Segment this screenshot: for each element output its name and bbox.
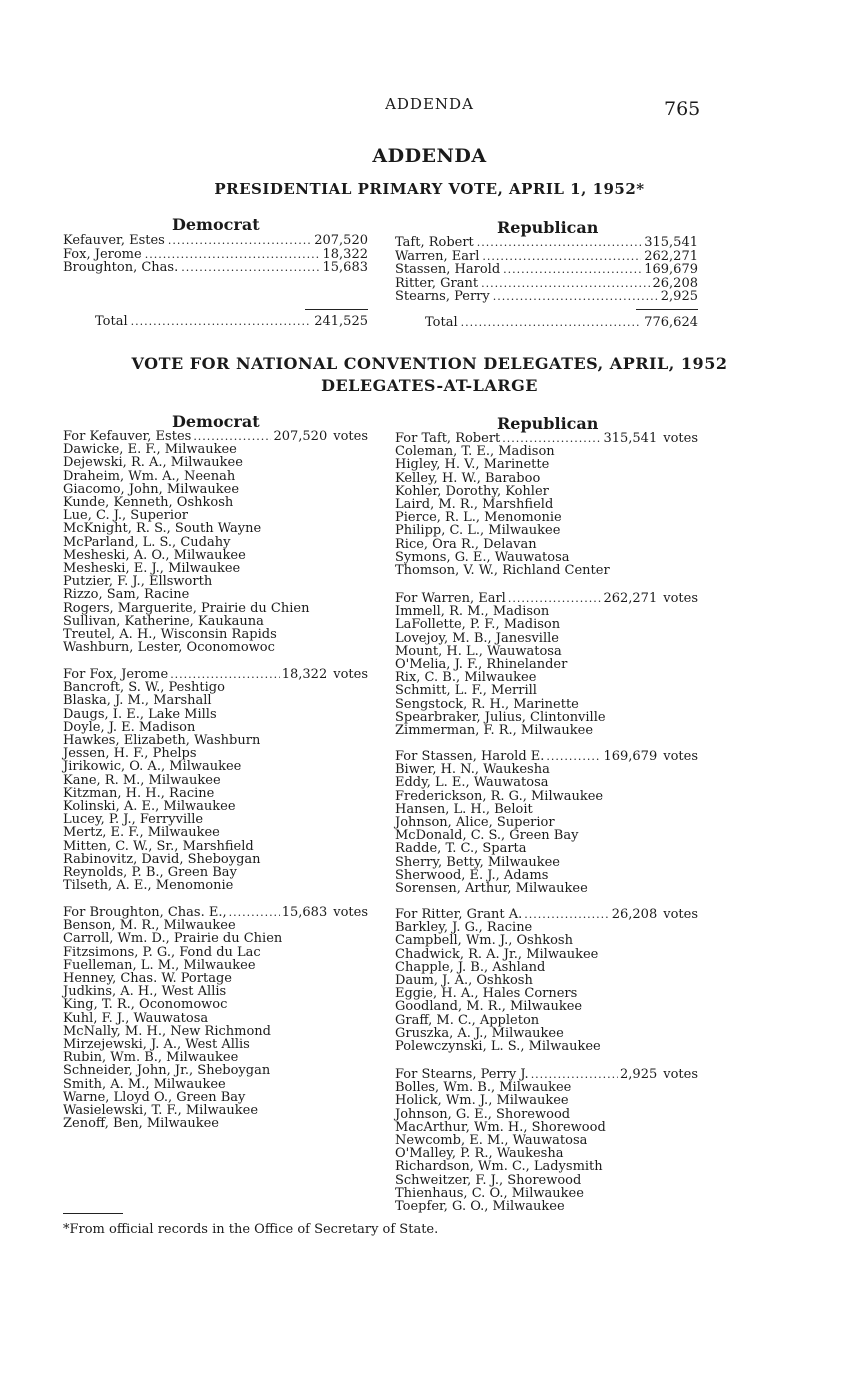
delegate-group bbox=[63, 668, 368, 892]
delegate-name: O'Melia, J. F., Rhinelander bbox=[395, 657, 568, 673]
votes-label: votes bbox=[663, 749, 698, 764]
delegate-name: Campbell, Wm. J., Oshkosh bbox=[395, 933, 573, 949]
vote-count: 169,679 bbox=[644, 262, 698, 277]
list-item bbox=[395, 250, 698, 264]
delegate-name: Toepfer, G. O., Milwaukee bbox=[395, 1199, 565, 1215]
delegate-name: Fuelleman, L. M., Milwaukee bbox=[63, 957, 256, 973]
delegate-name: Schneider, John, Jr., Sheboygan bbox=[63, 1063, 271, 1079]
total-value: 776,624 bbox=[644, 315, 698, 330]
delegate-name: Schweitzer, F. J., Shorewood bbox=[395, 1172, 582, 1188]
vote-count: 15,683 bbox=[281, 905, 328, 920]
page-title: ADDENDA bbox=[372, 145, 487, 167]
total-label: Total bbox=[425, 315, 458, 330]
candidate-name: Stearns, Perry bbox=[395, 289, 490, 304]
delegate-name: Laird, M. R., Marshfield bbox=[395, 497, 554, 513]
leader-dots bbox=[477, 236, 641, 250]
delegate-name: McNally, M. H., New Richmond bbox=[63, 1023, 271, 1039]
delegate-name: Schmitt, L. F., Merrill bbox=[395, 683, 537, 699]
candidate-name: Kefauver, Estes bbox=[63, 233, 165, 248]
votes-label: votes bbox=[663, 1067, 698, 1082]
delegate-name: Gruszka, A. J., Milwaukee bbox=[395, 1025, 564, 1041]
delegate-name: Wasielewski, T. F., Milwaukee bbox=[63, 1103, 259, 1119]
convention-democrat-heading: Democrat bbox=[172, 412, 260, 431]
leader-dots bbox=[493, 290, 658, 304]
running-header: ADDENDA bbox=[385, 95, 474, 113]
delegate-name: Spearbraker, Julius, Clintonville bbox=[395, 709, 606, 725]
list-item bbox=[395, 263, 698, 277]
delegate-name: Kelley, H. W., Baraboo bbox=[395, 470, 541, 486]
delegate-name: Washburn, Lester, Oconomowoc bbox=[63, 640, 275, 656]
delegate-name: Putzier, F. J., Ellsworth bbox=[63, 574, 213, 590]
leader-dots bbox=[524, 908, 610, 921]
delegate-name: Radde, T. C., Sparta bbox=[395, 841, 527, 857]
vote-count: 18,322 bbox=[281, 667, 328, 682]
delegate-group bbox=[395, 750, 698, 895]
candidate-label: For Fox, Jerome bbox=[63, 667, 169, 682]
candidate-name: Stassen, Harold bbox=[395, 262, 501, 277]
delegate-name: Kane, R. M., Milwaukee bbox=[63, 772, 221, 788]
delegate-name: Holick, Wm. J., Milwaukee bbox=[395, 1093, 569, 1109]
leader-dots bbox=[181, 261, 319, 275]
vote-count: 2,925 bbox=[620, 1067, 658, 1082]
votes-label: votes bbox=[663, 591, 698, 606]
candidate-label: For Stearns, Perry J. bbox=[395, 1067, 529, 1082]
list-item bbox=[395, 290, 698, 304]
delegate-name: Pierce, R. L., Menomonie bbox=[395, 510, 562, 526]
delegate-name: Dejewski, R. A., Milwaukee bbox=[63, 455, 243, 471]
candidate-name: Fox, Jerome bbox=[63, 246, 142, 262]
votes-label: votes bbox=[663, 907, 698, 922]
candidate-label: For Stassen, Harold E. bbox=[395, 749, 545, 764]
leader-dots bbox=[482, 250, 641, 264]
votes-label: votes bbox=[333, 667, 368, 682]
delegate-group bbox=[395, 592, 698, 737]
delegate-name: Doyle, J. E. Madison bbox=[63, 719, 196, 735]
leader-dots bbox=[461, 316, 642, 330]
delegate-name: Rice, Ora R., Delavan bbox=[395, 536, 537, 552]
candidate-label: For Kefauver, Estes bbox=[63, 429, 192, 444]
delegate-name: Higley, H. V., Marinette bbox=[395, 457, 550, 473]
primary-republican-heading: Republican bbox=[497, 218, 599, 237]
vote-count: 18,322 bbox=[322, 246, 368, 262]
primary-democrat-heading: Democrat bbox=[172, 215, 260, 234]
list-item bbox=[395, 236, 698, 250]
list-item bbox=[63, 234, 368, 248]
delegate-name: Henney, Chas. W. Portage bbox=[63, 971, 232, 987]
delegate-group bbox=[395, 1068, 698, 1213]
delegate-name: Zenoff, Ben, Milwaukee bbox=[63, 1116, 219, 1132]
convention-section-title: VOTE FOR NATIONAL CONVENTION DELEGATES, APRIL, 1952 bbox=[131, 354, 728, 373]
leader-dots bbox=[168, 234, 311, 248]
delegate-name: McKnight, R. S., South Wayne bbox=[63, 521, 262, 537]
votes-label: votes bbox=[333, 905, 368, 920]
delegate-name: Goodland, M. R., Milwaukee bbox=[395, 999, 583, 1015]
delegate-name: Daugs, I. E., Lake Mills bbox=[63, 706, 217, 722]
delegate-name: Hawkes, Elizabeth, Washburn bbox=[63, 733, 261, 749]
delegate-name: Symons, G. E., Wauwatosa bbox=[395, 549, 570, 565]
delegate-name: Daum, J. A., Oshkosh bbox=[395, 973, 533, 989]
delegate-name: Biwer, H. N., Waukesha bbox=[395, 762, 550, 778]
delegate-name: O'Malley, P. R., Waukesha bbox=[395, 1146, 564, 1162]
delegate-name: Eggie, H. A., Hales Corners bbox=[395, 986, 578, 1002]
delegate-name: Kohler, Dorothy, Kohler bbox=[395, 483, 549, 499]
delegate-name: Thomson, V. W., Richland Center bbox=[395, 563, 610, 579]
delegate-name: Lovejoy, M. B., Janesville bbox=[395, 630, 559, 646]
list-item bbox=[63, 248, 368, 262]
delegate-name: Jirikowic, O. A., Milwaukee bbox=[63, 759, 242, 775]
vote-count: 207,520 bbox=[314, 233, 368, 248]
delegate-name: Judkins, A. H., West Allis bbox=[63, 984, 227, 1000]
total-value: 241,525 bbox=[314, 314, 368, 329]
delegate-name: Rabinovitz, David, Sheboygan bbox=[63, 851, 261, 867]
delegate-name: Mesheski, A. O., Milwaukee bbox=[63, 547, 246, 563]
delegate-name: LaFollette, P. F., Madison bbox=[395, 617, 561, 633]
candidate-name: Warren, Earl bbox=[395, 248, 480, 264]
delegate-name: Mertz, E. F., Milwaukee bbox=[63, 825, 220, 841]
page-number: 765 bbox=[664, 98, 701, 120]
delegate-name: Philipp, C. L., Milwaukee bbox=[395, 523, 561, 539]
delegate-name: Thienhaus, C. O., Milwaukee bbox=[395, 1185, 584, 1201]
primary-republican-list bbox=[395, 236, 698, 304]
vote-count: 315,541 bbox=[603, 431, 658, 446]
delegate-group bbox=[63, 906, 368, 1130]
delegate-name: Rubin, Wm. B., Milwaukee bbox=[63, 1050, 239, 1066]
vote-count: 262,271 bbox=[603, 591, 658, 606]
votes-label: votes bbox=[333, 429, 368, 444]
vote-count: 315,541 bbox=[644, 235, 698, 250]
delegate-name: Dawicke, E. F., Milwaukee bbox=[63, 442, 237, 458]
delegate-name: Giacomo, John, Milwaukee bbox=[63, 481, 240, 497]
delegate-name: King, T. R., Oconomowoc bbox=[63, 997, 228, 1013]
delegate-name: Chapple, J. B., Ashland bbox=[395, 959, 546, 975]
delegate-name: Kitzman, H. H., Racine bbox=[63, 785, 215, 801]
delegate-name: Sengstock, R. H., Marinette bbox=[395, 696, 579, 712]
delegate-name: Zimmerman, F. R., Milwaukee bbox=[395, 723, 594, 739]
delegate-name: MacArthur, Wm. H., Shorewood bbox=[395, 1119, 606, 1135]
delegate-name: Johnson, G. E., Shorewood bbox=[395, 1106, 571, 1122]
total-rule bbox=[305, 309, 368, 310]
delegate-name: Fitzsimons, P. G., Fond du Lac bbox=[63, 944, 261, 960]
delegate-name: Sherwood, E. J., Adams bbox=[395, 867, 549, 883]
delegate-name: Chadwick, R. A. Jr., Milwaukee bbox=[395, 946, 599, 962]
convention-section-subtitle: DELEGATES-AT-LARGE bbox=[321, 376, 538, 395]
total-label: Total bbox=[95, 314, 128, 329]
primary-democrat-total bbox=[95, 315, 368, 329]
delegate-name: Sherry, Betty, Milwaukee bbox=[395, 854, 561, 870]
delegate-name: Rogers, Marguerite, Prairie du Chien bbox=[63, 600, 310, 616]
vote-count: 2,925 bbox=[660, 289, 698, 304]
delegate-name: Frederickson, R. G., Milwaukee bbox=[395, 788, 604, 804]
delegate-name: Graff, M. C., Appleton bbox=[395, 1012, 540, 1028]
vote-count: 26,208 bbox=[652, 275, 698, 291]
vote-count: 26,208 bbox=[611, 907, 658, 922]
footnote-rule bbox=[63, 1213, 123, 1214]
vote-count: 169,679 bbox=[603, 749, 658, 764]
convention-republican-heading: Republican bbox=[497, 414, 599, 433]
candidate-label: For Taft, Robert bbox=[395, 431, 501, 446]
leader-dots bbox=[546, 750, 601, 763]
vote-count: 15,683 bbox=[322, 260, 368, 275]
delegate-name: Smith, A. M., Milwaukee bbox=[63, 1076, 226, 1092]
total-rule bbox=[636, 309, 698, 310]
delegate-name: Carroll, Wm. D., Prairie du Chien bbox=[63, 931, 283, 947]
delegate-name: Rix, C. B., Milwaukee bbox=[395, 670, 537, 686]
delegate-name: Jessen, H. F., Phelps bbox=[63, 746, 197, 762]
list-item bbox=[395, 277, 698, 291]
delegate-name: Hansen, L. H., Beloit bbox=[395, 801, 533, 817]
delegate-name: Barkley, J. G., Racine bbox=[395, 920, 533, 936]
delegate-name: Immell, R. M., Madison bbox=[395, 604, 550, 620]
vote-count: 262,271 bbox=[644, 248, 698, 264]
primary-republican-total bbox=[425, 316, 698, 330]
vote-count: 207,520 bbox=[273, 429, 328, 444]
delegate-name: Reynolds, P. B., Green Bay bbox=[63, 865, 237, 881]
candidate-name: Ritter, Grant bbox=[395, 275, 479, 291]
delegate-group bbox=[395, 432, 698, 577]
delegate-name: Mitten, C. W., Sr., Marshfield bbox=[63, 838, 254, 854]
delegate-name: Kunde, Kenneth, Oshkosh bbox=[63, 495, 234, 511]
delegate-name: Treutel, A. H., Wisconsin Rapids bbox=[63, 627, 277, 643]
delegate-name: Coleman, T. E., Madison bbox=[395, 444, 555, 460]
candidate-label: For Ritter, Grant A. bbox=[395, 907, 523, 922]
delegate-name: Lucey, P. J., Ferryville bbox=[63, 812, 204, 828]
delegate-name: Warne, Lloyd O., Green Bay bbox=[63, 1089, 246, 1105]
delegate-name: Sorensen, Arthur, Milwaukee bbox=[395, 881, 588, 897]
delegate-name: Draheim, Wm. A., Neenah bbox=[63, 468, 236, 484]
candidate-name: Taft, Robert bbox=[395, 235, 474, 250]
delegate-name: Kuhl, F. J., Wauwatosa bbox=[63, 1010, 209, 1026]
delegate-name: Bancroft, S. W., Peshtigo bbox=[63, 680, 225, 696]
delegate-name: Benson, M. R., Milwaukee bbox=[63, 918, 236, 934]
votes-label: votes bbox=[663, 431, 698, 446]
leader-dots bbox=[503, 263, 641, 277]
delegate-name: McDonald, C. S., Green Bay bbox=[395, 828, 579, 844]
delegate-name: Sullivan, Katherine, Kaukauna bbox=[63, 613, 264, 629]
delegate-name: Blaska, J. M., Marshall bbox=[63, 693, 212, 709]
delegate-name: Bolles, Wm. B., Milwaukee bbox=[395, 1080, 572, 1096]
candidate-label: For Broughton, Chas. E., bbox=[63, 905, 227, 920]
delegate-name: McParland, L. S., Cudahy bbox=[63, 534, 231, 550]
delegate-name: Richardson, Wm. C., Ladysmith bbox=[395, 1159, 603, 1175]
delegate-name: Kolinski, A. E., Milwaukee bbox=[63, 799, 236, 815]
delegate-name: Mesheski, E. J., Milwaukee bbox=[63, 561, 241, 577]
primary-section-title: PRESIDENTIAL PRIMARY VOTE, APRIL 1, 1952* bbox=[214, 180, 645, 198]
delegate-name: Polewczynski, L. S., Milwaukee bbox=[395, 1039, 601, 1055]
leader-dots bbox=[229, 906, 280, 919]
leader-dots bbox=[145, 248, 320, 262]
delegate-group bbox=[395, 908, 698, 1053]
candidate-label: For Warren, Earl bbox=[395, 591, 506, 606]
footnote: *From official records in the Office of Secretary of State. bbox=[63, 1222, 439, 1237]
leader-dots bbox=[131, 315, 312, 329]
leader-dots bbox=[481, 277, 649, 291]
delegate-name: Johnson, Alice, Superior bbox=[395, 815, 555, 831]
list-item bbox=[63, 261, 368, 275]
delegate-name: Eddy, L. E., Wauwatosa bbox=[395, 775, 549, 791]
primary-democrat-list bbox=[63, 234, 368, 275]
delegate-group bbox=[63, 430, 368, 654]
delegate-name: Rizzo, Sam, Racine bbox=[63, 587, 190, 603]
delegate-name: Mirzejewski, J. A., West Allis bbox=[63, 1037, 250, 1053]
delegate-name: Lue, C. J., Superior bbox=[63, 508, 189, 524]
delegate-name: Mount, H. L., Wauwatosa bbox=[395, 643, 562, 659]
delegate-name: Tilseth, A. E., Menomonie bbox=[63, 878, 234, 894]
candidate-name: Broughton, Chas. bbox=[63, 260, 179, 275]
delegate-name: Newcomb, E. M., Wauwatosa bbox=[395, 1133, 588, 1149]
